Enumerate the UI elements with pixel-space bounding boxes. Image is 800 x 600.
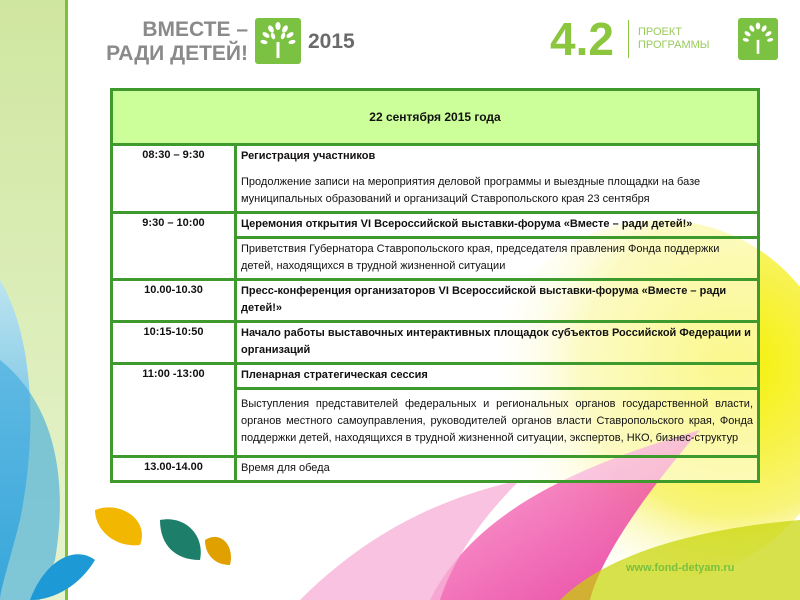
event-title-line1: ВМЕСТЕ – xyxy=(142,18,248,41)
program-label-line1: ПРОЕКТ xyxy=(638,26,683,38)
schedule-content xyxy=(237,323,757,362)
schedule-content xyxy=(237,214,757,278)
schedule-item-description: Продолжение записи на мероприятия деловой программы и выездные площадки на базе муниципальных образований и организаций Ставропольского края 23 сентября xyxy=(241,176,701,205)
schedule-item-title: Церемония открытия VI Всероссийской выставки-форума «Вместе – ради детей!» xyxy=(241,218,693,230)
event-title-line2: РАДИ ДЕТЕЙ! xyxy=(106,42,248,65)
schedule-time: 10.00-10.30 xyxy=(113,281,237,320)
event-year: 2015 xyxy=(308,30,355,53)
schedule-row xyxy=(113,146,757,214)
tree-hands-logo-small-icon xyxy=(738,18,778,60)
program-separator xyxy=(628,20,629,58)
schedule-content xyxy=(237,146,757,211)
schedule-time: 13.00-14.00 xyxy=(113,458,237,480)
tree-hands-logo-icon xyxy=(255,18,301,64)
schedule-row xyxy=(113,365,757,458)
schedule-item-title: Пресс-конференция организаторов VI Всероссийской выставки-форума «Вместе – ради детей!» xyxy=(241,285,727,314)
schedule-content xyxy=(237,281,757,320)
website-link[interactable]: www.fond-detyam.ru xyxy=(626,562,735,574)
schedule-row xyxy=(113,458,757,480)
program-number: 4.2 xyxy=(550,13,614,65)
schedule-item-title: Пленарная стратегическая сессия xyxy=(241,369,428,381)
schedule-date-title: 22 сентября 2015 года xyxy=(113,91,757,146)
schedule-item-description: Выступления представителей федеральных и региональных органов государственной власти, органов местного самоуправления, руководителей органов власти Ставропольского края, Фонда поддержки детей, находящихся в трудной жизненной ситуации, экспертов, НКО, бизнес-структур xyxy=(237,387,757,455)
schedule-item-title: Регистрация участников xyxy=(241,150,376,162)
schedule-table xyxy=(110,88,760,483)
schedule-time: 11:00 -13:00 xyxy=(113,365,237,455)
schedule-row xyxy=(113,214,757,281)
schedule-row xyxy=(113,323,757,365)
program-label-line2: ПРОГРАММЫ xyxy=(638,39,710,51)
schedule-item-title: Начало работы выставочных интерактивных площадок субъектов Российской Федерации и организаций xyxy=(241,327,751,356)
schedule-content xyxy=(237,458,757,480)
schedule-item-description: Приветствия Губернатора Ставропольского края, председателя правления Фонда поддержки детей, находящихся в трудной жизненной ситуации xyxy=(237,236,757,278)
schedule-time: 10:15-10:50 xyxy=(113,323,237,362)
program-label xyxy=(638,26,710,52)
schedule-time: 9:30 – 10:00 xyxy=(113,214,237,278)
schedule-item-title: Время для обеда xyxy=(241,462,330,474)
schedule-content xyxy=(237,365,757,455)
schedule-time: 08:30 – 9:30 xyxy=(113,146,237,211)
schedule-row xyxy=(113,281,757,323)
event-title xyxy=(88,18,248,66)
